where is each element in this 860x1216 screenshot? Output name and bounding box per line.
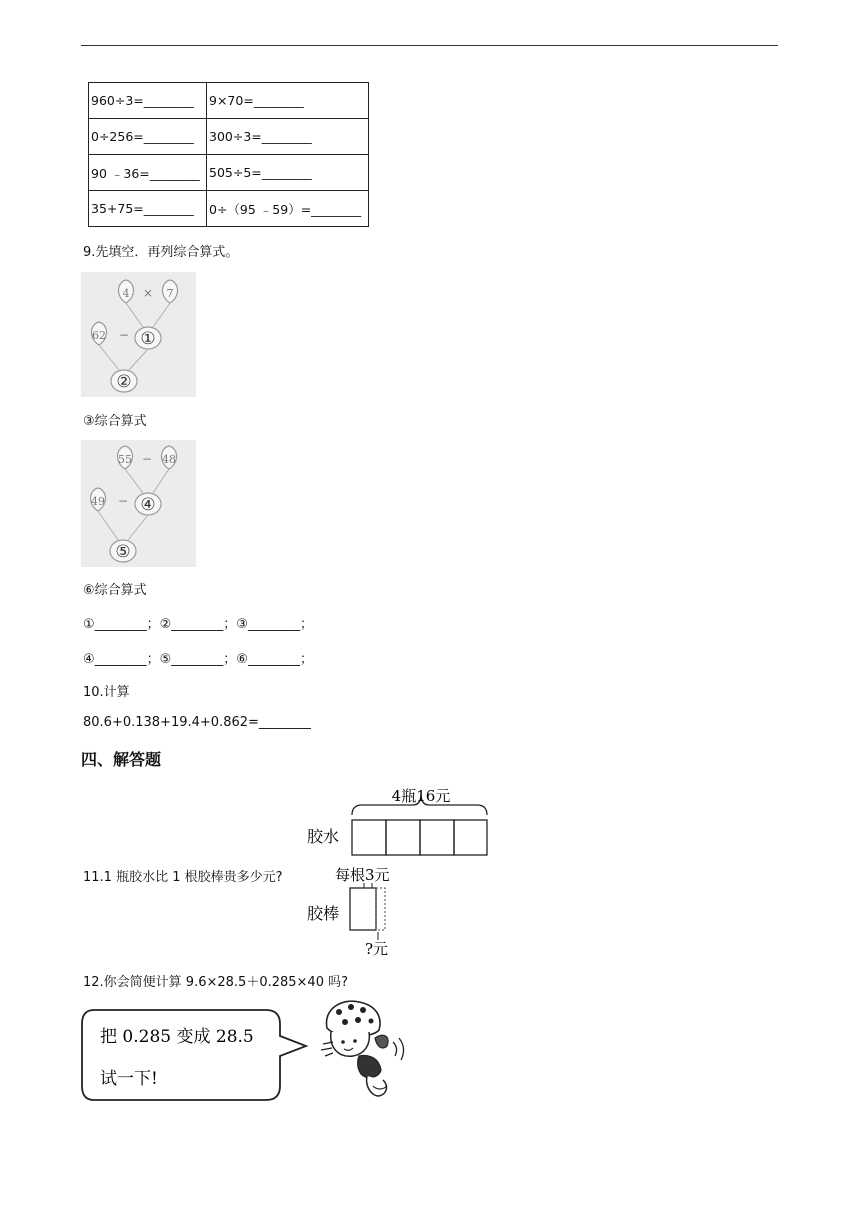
diagram-glue-label: 胶水 <box>307 827 340 846</box>
table-cell: 300÷3=________ <box>207 119 369 155</box>
bubble-line-2: 试一下! <box>100 1069 158 1089</box>
q9-label-3: ③综合算式 <box>83 414 147 429</box>
calc-tree-2 <box>81 440 196 567</box>
table-row <box>89 155 369 191</box>
glue-box <box>420 820 454 855</box>
q9-answers-row-2: ④________；⑤________；⑥________； <box>83 652 313 667</box>
diagram-unknown-label: ?元 <box>365 940 389 958</box>
tree-number: 48 <box>162 453 176 466</box>
hint-speech-bubble <box>80 1008 310 1104</box>
tree-node-label: ④ <box>140 495 156 515</box>
tree-number: 7 <box>166 287 174 300</box>
table-cell: 505÷5=________ <box>207 155 369 191</box>
tree-node-label: ② <box>116 372 132 392</box>
stick-extra-box <box>376 888 385 930</box>
table-row <box>89 191 369 227</box>
tree-operator: − <box>141 452 153 466</box>
tree-node-label: ① <box>140 329 156 349</box>
tree-number: 49 <box>91 495 105 508</box>
calc-tree-1 <box>81 272 196 397</box>
q10-title: 10.计算 <box>83 685 130 700</box>
q10-expression: 80.6+0.138+19.4+0.862=________ <box>83 715 311 730</box>
bubble-line-1: 把 0.285 变成 28.5 <box>100 1027 254 1047</box>
tree-number: 62 <box>92 329 106 342</box>
diagram-total-label: 4瓶16元 <box>391 787 451 805</box>
tree-number: 4 <box>122 287 130 300</box>
tree-operator: × <box>142 286 154 300</box>
header-rule <box>81 45 778 46</box>
q12-question: 12.你会简便计算 9.6×28.5＋0.285×40 吗? <box>83 975 349 990</box>
q9-answers-row-1: ①________；②________；③________； <box>83 617 313 632</box>
table-cell: 90 ﹣36=________ <box>89 155 207 191</box>
table-cell: 960÷3=________ <box>89 83 207 119</box>
glue-box <box>386 820 420 855</box>
table-cell: 0÷（95 ﹣59）=________ <box>207 191 369 227</box>
section-heading: 四、解答题 <box>81 750 162 769</box>
table-cell: 9×70=________ <box>207 83 369 119</box>
table-cell: 35+75=________ <box>89 191 207 227</box>
q11-question: 11.1 瓶胶水比 1 根胶棒贵多少元? <box>83 870 283 885</box>
tree-number: 55 <box>118 453 132 466</box>
glue-box <box>454 820 487 855</box>
stick-box <box>350 888 376 930</box>
q9-title: 9.先填空．再列综合算式。 <box>83 245 239 260</box>
q9-label-6: ⑥综合算式 <box>83 583 147 598</box>
tree-node-label: ⑤ <box>115 542 131 562</box>
table-row <box>89 119 369 155</box>
tree-operator: − <box>117 494 129 508</box>
table-row <box>89 83 369 119</box>
glue-price-diagram <box>305 782 505 960</box>
tree-operator: − <box>118 328 130 342</box>
table-cell: 0÷256=________ <box>89 119 207 155</box>
cartoon-girl-illustration <box>317 998 407 1102</box>
diagram-each-label: 每根3元 <box>335 866 390 884</box>
calculation-table <box>88 82 369 227</box>
glue-box <box>352 820 386 855</box>
diagram-stick-label: 胶棒 <box>307 904 340 923</box>
